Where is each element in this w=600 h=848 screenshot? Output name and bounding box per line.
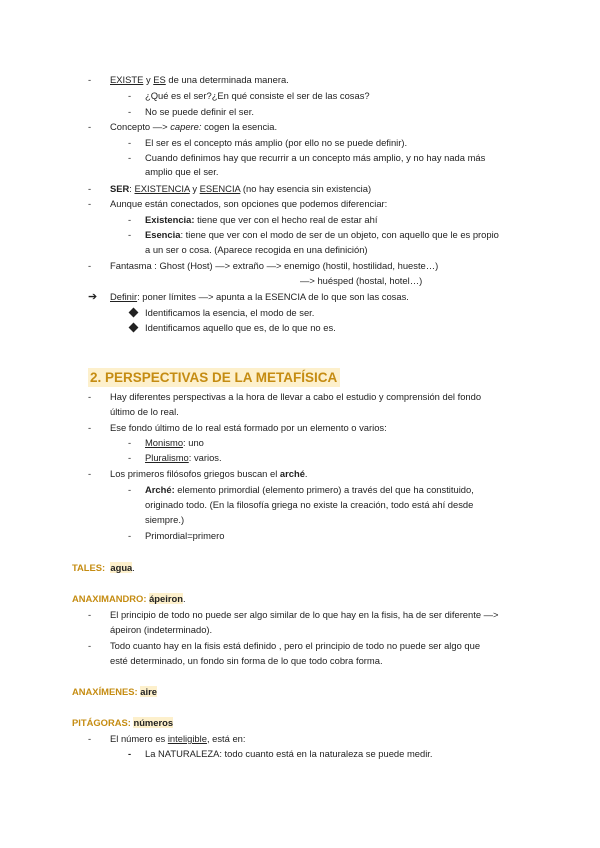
text-line: ápeiron (indeterminado). (110, 624, 213, 635)
text-line: esté determinado, un fondo sin forma de lo que todo cobra forma. (110, 655, 383, 666)
text-line: ¿Qué es el ser?¿En qué consiste el ser de las cosas? (145, 90, 370, 101)
text: elemento primordial (elemento primero) a través del que ha constituido, (174, 484, 474, 495)
text-line: Cuando definimos hay que recurrir a un concepto más amplio, y no hay nada más (145, 152, 486, 163)
philosopher-principle: aire (140, 686, 157, 697)
bullet-dash: - (88, 733, 92, 744)
bullet-dash: - (128, 530, 132, 541)
bold-word: Arché: (145, 484, 175, 495)
underlined-word: ESENCIA (199, 183, 241, 194)
text-line: Aunque están conectados, son opciones que podemos diferenciar: (110, 198, 388, 209)
bullet-dash: - (88, 640, 92, 651)
bullet-dash: - (128, 437, 132, 448)
text: . (182, 593, 186, 604)
text: y (189, 183, 200, 194)
underlined-word: ES (153, 74, 166, 85)
text: : (129, 183, 135, 194)
text-line: El ser es el concepto más amplio (por ello no se puede definir). (145, 137, 408, 148)
text-line (145, 229, 499, 241)
text-line: Primordial=primero (145, 530, 225, 541)
underlined-word: Pluralismo (145, 452, 189, 463)
text-line: Identificamos aquello que es, de lo que no es. (145, 322, 336, 333)
philosopher-principle: ápeiron (149, 593, 183, 604)
text-line: No se puede definir el ser. (145, 106, 254, 117)
text-line: El principio de todo no puede ser algo similar de lo que hay en la fisis, ha de ser diferente —> (110, 609, 499, 620)
bullet-dash: - (128, 214, 132, 225)
underlined-word: Monismo (145, 437, 184, 448)
bold-word: arché (279, 468, 305, 479)
text-line (110, 468, 308, 480)
text: Los primeros filósofos griegos buscan el (110, 468, 280, 479)
text-line (110, 291, 409, 303)
text-line: Fantasma : Ghost (Host) —> extraño —> enemigo (hostil, hostilidad, hueste…) (110, 260, 439, 271)
text: , está en: (206, 733, 246, 744)
text: : varios. (188, 452, 222, 463)
bold-word: Existencia: (145, 214, 195, 225)
text: . (304, 468, 308, 479)
text-line (110, 121, 277, 133)
bullet-dash: - (128, 106, 132, 117)
text: : poner límites —> apunta a la ESENCIA de lo que son las cosas. (137, 291, 409, 302)
text-line: originado todo. (En la filosofía griega no existe la creación, todo está ahí desde (145, 499, 474, 510)
bullet-dash: - (88, 609, 92, 620)
italic-word: capere: (170, 121, 202, 132)
text-line: Todo cuanto hay en la fisis está definido , pero el principio de todo no puede ser algo que (110, 640, 481, 651)
philosopher-heading (72, 717, 173, 729)
bullet-dash: - (128, 748, 132, 759)
text-line: último de lo real. (110, 406, 179, 417)
text-line: Ese fondo último de lo real está formado por un elemento o varios: (110, 422, 387, 433)
philosopher-name: ANAXÍMENES: (72, 686, 138, 697)
bold-word: Esencia (145, 229, 181, 240)
bullet-dash: - (88, 121, 92, 132)
text-line: siempre.) (145, 514, 185, 525)
bullet-dash: - (128, 229, 132, 240)
text-line (110, 74, 289, 86)
bullet-dash: - (88, 260, 92, 271)
bullet-dash: - (88, 198, 92, 209)
text-line (145, 484, 474, 496)
text: cogen la esencia. (201, 121, 278, 132)
text: : tiene que ver con el modo de ser de un objeto, con aquello que le es propio (180, 229, 499, 240)
section-heading: 2. PERSPECTIVAS DE LA METAFÍSICA (88, 368, 340, 387)
philosopher-heading (72, 562, 135, 574)
text-line (145, 452, 222, 464)
underlined-word: EXISTENCIA (134, 183, 190, 194)
text-line: La NATURALEZA: todo cuanto está en la naturaleza se puede medir. (145, 748, 433, 759)
text: . (132, 562, 135, 573)
text: Concepto —> (110, 121, 171, 132)
text: tiene que ver con el hecho real de estar ahí (194, 214, 378, 225)
text: de una determinada manera. (165, 74, 289, 85)
text: : uno (183, 437, 204, 448)
philosopher-principle: números (133, 717, 174, 728)
philosopher-name: ANAXIMANDRO: (72, 593, 147, 604)
bullet-dash: - (88, 422, 92, 433)
underlined-word: Definir (110, 291, 138, 302)
arrow-icon: ➔ (88, 291, 98, 303)
text: El número es (110, 733, 168, 744)
text-line (145, 437, 204, 449)
underlined-word: EXISTE (110, 74, 144, 85)
text-line: amplio que el ser. (145, 166, 219, 177)
text-line (145, 214, 377, 226)
text-line (110, 733, 246, 745)
bullet-dash: - (128, 452, 132, 463)
philosopher-heading (72, 686, 157, 698)
text: y (143, 74, 154, 85)
text-line: —> huésped (hostal, hotel…) (300, 275, 423, 286)
bullet-dash: - (128, 484, 132, 495)
text: (no hay esencia sin existencia) (240, 183, 372, 194)
underlined-word: inteligible (167, 733, 207, 744)
text-line: a un ser o cosa. (Aparece recogida en una definición) (145, 244, 368, 255)
text-line: Hay diferentes perspectivas a la hora de llevar a cabo el estudio y comprensión del fondo (110, 391, 482, 402)
text-line: Identificamos la esencia, el modo de ser. (145, 307, 315, 318)
bullet-dash: - (88, 74, 92, 85)
bullet-dash: - (88, 183, 92, 194)
diamond-bullet-icon (129, 323, 139, 333)
bullet-dash: - (128, 152, 132, 163)
bullet-dash: - (88, 468, 92, 479)
philosopher-principle: agua (110, 562, 133, 573)
philosopher-name: PITÁGORAS: (72, 717, 131, 728)
bullet-dash: - (88, 391, 92, 402)
bold-word: SER (110, 183, 130, 194)
philosopher-name: TALES: (72, 562, 106, 573)
text-line (110, 183, 371, 195)
philosopher-heading (72, 593, 186, 605)
bullet-dash: - (128, 90, 132, 101)
diamond-bullet-icon (129, 308, 139, 318)
bullet-dash: - (128, 137, 132, 148)
